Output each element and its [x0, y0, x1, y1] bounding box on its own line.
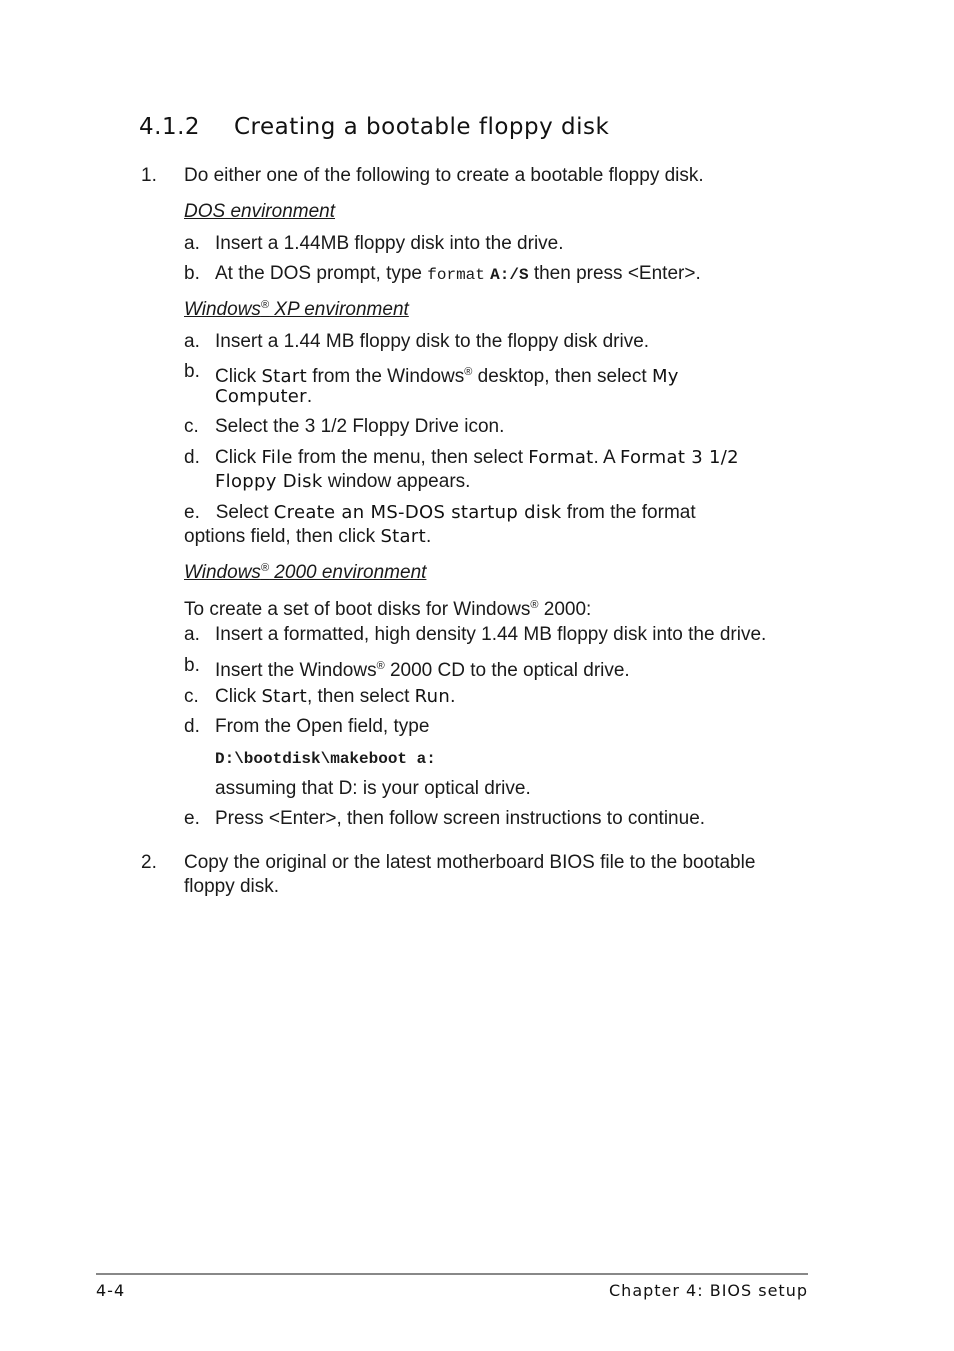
w2000-d-text: From the Open field, type: [215, 716, 430, 737]
xp-c-text: Select the 3 1/2 Floppy Drive icon.: [215, 416, 505, 437]
w2000-environment-heading: [184, 562, 426, 584]
w2000-a-text: Insert a formatted, high density 1.44 MB floppy disk into the drive.: [215, 624, 767, 645]
xp-heading-rest: XP environment: [269, 299, 409, 320]
w2000-b-text1: Insert the Windows: [215, 660, 377, 681]
xp-d-line2: [215, 470, 470, 494]
dos-format-command: format: [427, 266, 485, 284]
xp-e-label: e.: [184, 502, 200, 523]
w2000-intro-end: 2000:: [538, 599, 592, 620]
xp-format312-term: Format 3 1/2: [619, 447, 739, 468]
w2000-d-label: d.: [184, 716, 200, 737]
dos-format-args: A:/S: [490, 266, 529, 284]
xp-d-mid: from the menu, then select: [292, 447, 529, 468]
step1-text: Do either one of the following to create a bootable floppy disk.: [184, 165, 704, 186]
xp-b-click: Click: [215, 366, 262, 387]
w2000-intro: [184, 593, 591, 622]
xp-d-label: d.: [184, 447, 200, 468]
xp-e-select: Select: [215, 502, 274, 523]
xp-my-term: My: [651, 366, 679, 387]
xp-d-click: Click: [215, 447, 262, 468]
xp-b-mid2: desktop, then select: [472, 366, 652, 387]
w2000-start-term: Start: [261, 686, 307, 707]
xp-format-term: Format: [528, 447, 594, 468]
dos-b-suffix: then press <Enter>.: [528, 263, 701, 284]
w2000-c-click: Click: [215, 686, 262, 707]
xp-create-startup-term: Create an MS-DOS startup disk: [273, 502, 562, 523]
step2-number: 2.: [141, 852, 157, 873]
w2000-assume-text: assuming that D: is your optical drive.: [215, 778, 531, 799]
xp-file-term: File: [261, 447, 293, 468]
xp-b-end: .: [306, 386, 313, 407]
w2000-b-reg: ®: [376, 660, 385, 672]
xp-computer-term: Computer: [215, 386, 307, 407]
dos-a-label: a.: [184, 233, 200, 254]
w2000-c-mid: , then select: [306, 686, 415, 707]
dos-b-prefix: At the DOS prompt, type: [215, 263, 428, 284]
dos-b-label: b.: [184, 263, 200, 284]
w2000-run-term: Run: [414, 686, 451, 707]
section-number: 4.1.2: [139, 114, 201, 140]
w2000-c-line: [215, 685, 455, 709]
dos-b-line: [215, 262, 701, 287]
xp-b-line2: [215, 385, 312, 409]
dos-a-text: Insert a 1.44MB floppy disk into the drive.: [215, 233, 564, 254]
xp-b-label: b.: [184, 361, 200, 382]
w2000-a-label: a.: [184, 624, 200, 645]
xp-a-text: Insert a 1.44 MB floppy disk to the floppy disk drive.: [215, 331, 650, 352]
step2-line1: Copy the original or the latest motherboard BIOS file to the bootable: [184, 852, 756, 873]
page-number: 4-4: [96, 1281, 126, 1300]
xp-e-line2-text: options field, then click: [184, 526, 381, 547]
xp-environment-heading: [184, 299, 409, 321]
xp-e-start-term: Start: [380, 526, 426, 547]
xp-b-mid1: from the Windows: [306, 366, 465, 387]
chapter-title: Chapter 4: BIOS setup: [609, 1281, 808, 1300]
step2-line2: floppy disk.: [184, 876, 280, 897]
xp-heading-reg: ®: [260, 299, 270, 311]
w2000-intro-text: To create a set of boot disks for Windows: [184, 599, 531, 620]
w2000-heading-rest: 2000 environment: [269, 562, 427, 583]
xp-floppy-disk-term: Floppy Disk: [215, 471, 323, 492]
xp-d-line1: [215, 446, 739, 470]
xp-c-label: c.: [184, 416, 199, 437]
w2000-heading-windows: Windows: [184, 562, 261, 583]
xp-d-a: . A: [593, 447, 620, 468]
step1-number: 1.: [141, 165, 157, 186]
w2000-c-label: c.: [184, 686, 199, 707]
xp-e-mid: from the format: [561, 502, 696, 523]
w2000-b-line: [215, 654, 630, 683]
w2000-e-text: Press <Enter>, then follow screen instructions to continue.: [215, 808, 706, 829]
w2000-intro-reg: ®: [530, 599, 539, 611]
xp-e-end: .: [425, 526, 432, 547]
w2000-e-label: e.: [184, 808, 200, 829]
xp-a-label: a.: [184, 331, 200, 352]
w2000-b-label: b.: [184, 655, 200, 676]
xp-e-line1: [184, 501, 696, 525]
section-heading: [139, 114, 609, 140]
footer-divider: [96, 1273, 808, 1275]
xp-start-term: Start: [261, 366, 307, 387]
xp-e-line2: [184, 525, 431, 549]
section-title: Creating a bootable floppy disk: [234, 114, 610, 140]
makeboot-command: D:\bootdisk\makeboot a:: [215, 750, 436, 768]
w2000-b-text2: 2000 CD to the optical drive.: [384, 660, 630, 681]
w2000-c-end: .: [450, 686, 456, 707]
xp-d-end: window appears.: [322, 471, 471, 492]
xp-heading-windows: Windows: [184, 299, 261, 320]
w2000-heading-reg: ®: [260, 562, 270, 574]
xp-b-reg: ®: [464, 366, 473, 378]
dos-environment-heading: DOS environment: [184, 201, 336, 222]
